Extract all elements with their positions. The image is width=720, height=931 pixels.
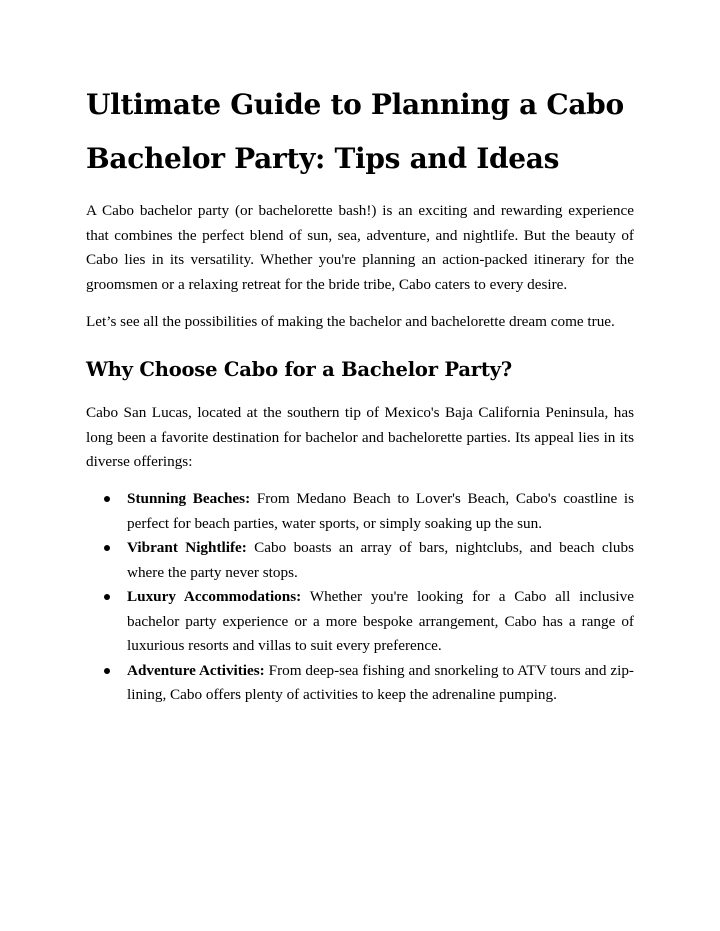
list-item-title: Luxury Accommodations:: [127, 588, 302, 605]
list-item-text: From Medano Beach to Lover's Beach, Cabo's coastline is perfect for beach parties, water sports, or simply soaking up the sun.: [127, 490, 635, 532]
bullet-icon: [104, 594, 110, 600]
list-item-title: Stunning Beaches:: [127, 490, 251, 507]
bullet-icon: [104, 496, 110, 502]
list-item-title: Adventure Activities:: [127, 661, 265, 679]
bullet-icon: [104, 668, 110, 674]
section-heading: Why Choose Cabo for a Bachelor Party?: [86, 358, 513, 381]
list-item-text: Whether you're looking for a Cabo all inclusive bachelor party experience or a more bespoke arrangement, Cabo has a range of luxurious resorts and villas to suit every preference.: [127, 588, 634, 654]
list-item: [86, 585, 634, 659]
see-all-paragraph: Let’s see all the possibilities of making the bachelor and bachelorette dream come true.: [86, 313, 615, 330]
list-item-text: Cabo boasts an array of bars, nightclubs, and beach clubs where the party never stops.: [127, 539, 634, 581]
benefits-list: [86, 487, 634, 708]
page-title: Ultimate Guide to Planning a Cabo Bachelor Party: Tips and Ideas: [86, 88, 624, 175]
section-paragraph: Cabo San Lucas, located at the southern tip of Mexico's Baja California Peninsula, has long been a favorite destination for bachelor and bachelorette parties. Its appeal lies in its diverse offerings:: [86, 404, 634, 470]
list-item: [86, 659, 634, 708]
list-item-text: From deep-sea fishing and snorkeling to ATV tours and zip-lining, Cabo offers plenty of activities to keep the adrenaline pumping.: [127, 661, 634, 703]
intro-paragraph: A Cabo bachelor party (or bachelorette bash!) is an exciting and rewarding experience that combines the perfect blend of sun, sea, adventure, and nightlife. But the beauty of Cabo lies in its versatility. Whether you're planning an action-packed itinerary for the groomsmen or a relaxing retreat for the bride tribe, Cabo caters to every desire.: [86, 202, 634, 293]
list-item: [86, 536, 634, 585]
list-item-title: Vibrant Nightlife:: [127, 539, 247, 556]
list-item: [86, 487, 634, 536]
bullet-icon: [104, 545, 110, 551]
